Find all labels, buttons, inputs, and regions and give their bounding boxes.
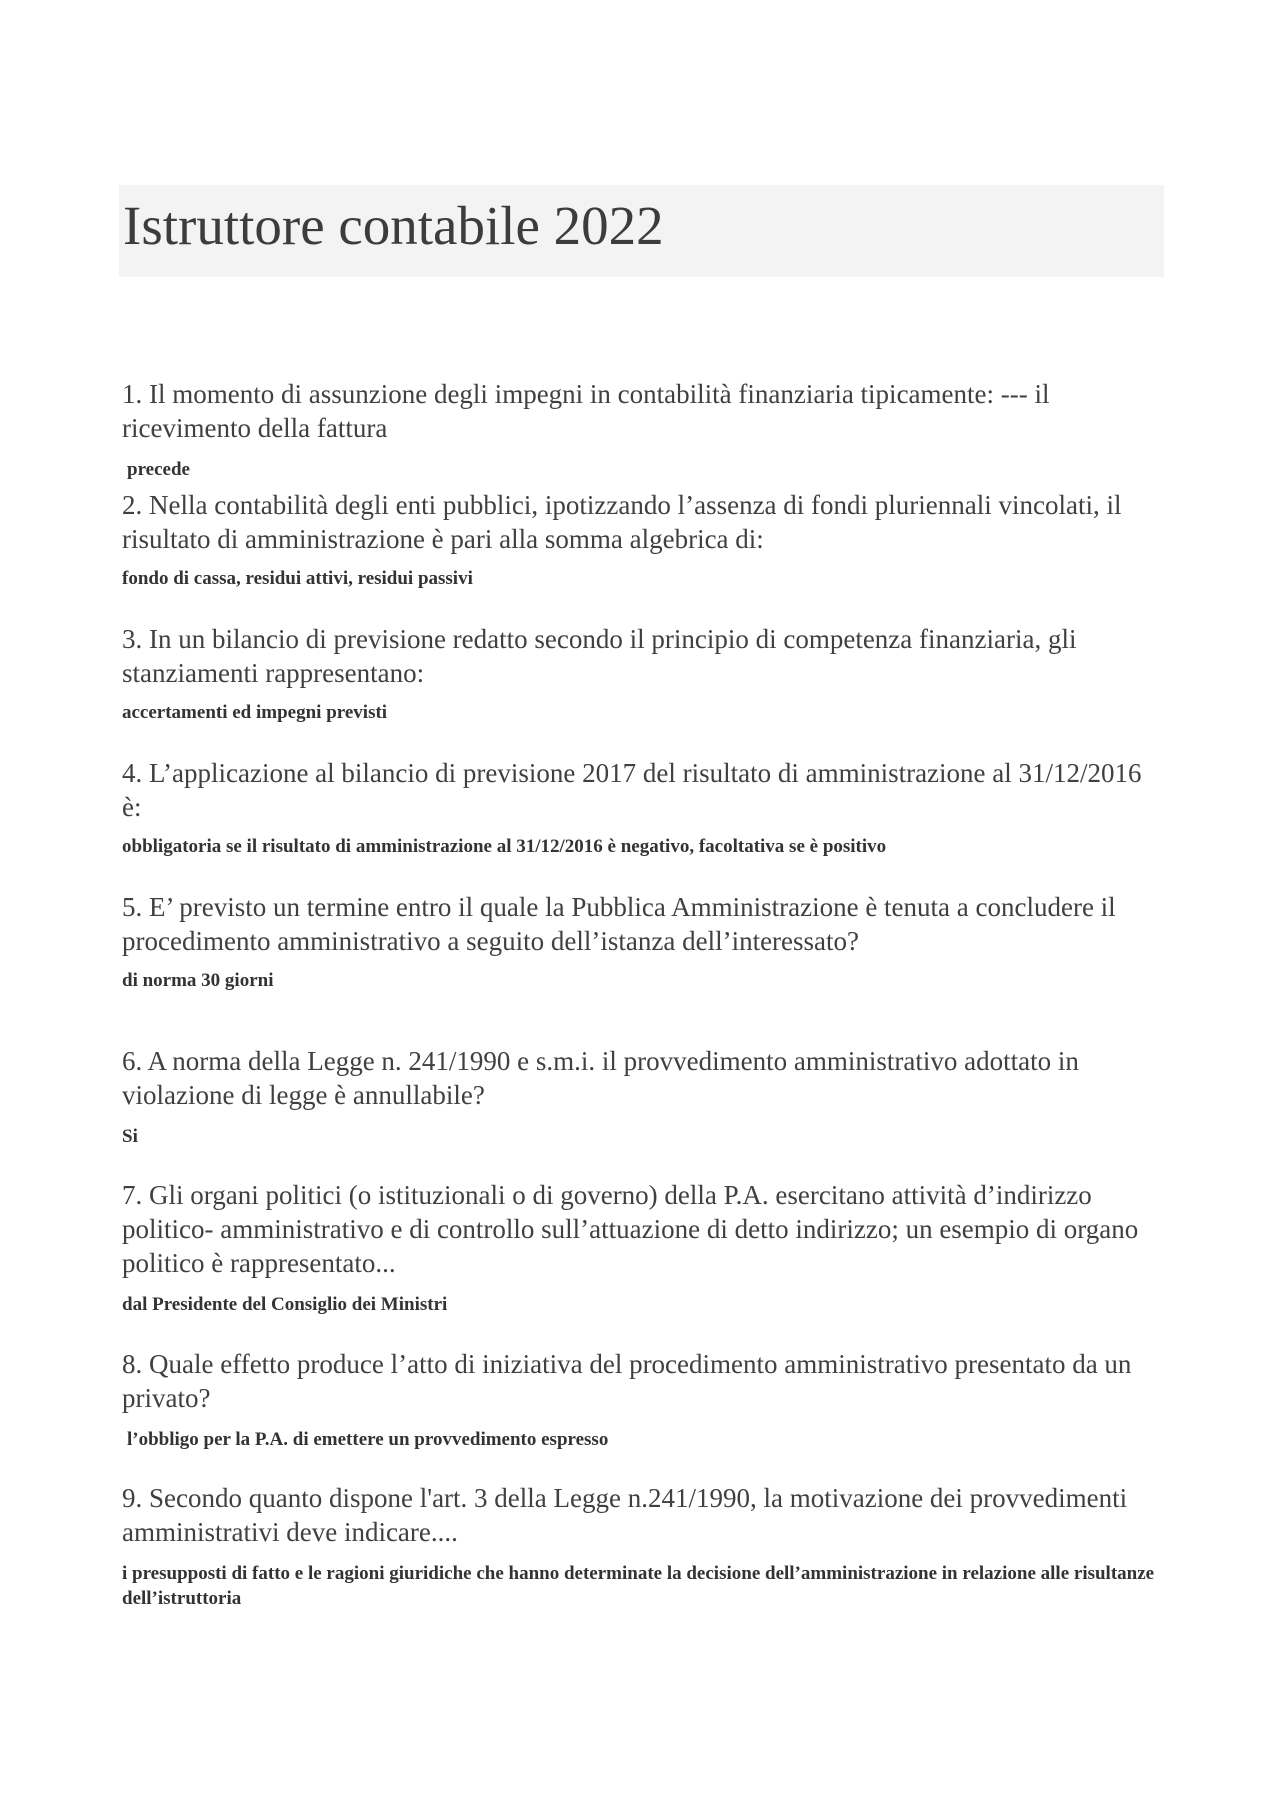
question-block-7	[122, 1178, 1167, 1317]
question-block-4	[122, 756, 1167, 859]
question-text: 1. Il momento di assunzione degli impegni in contabilità finanziaria tipicamente: --- il ricevimento della fattura	[122, 379, 1050, 443]
question-text: 4. L’applicazione al bilancio di previsione 2017 del risultato di amministrazione al 31/12/2016 è:	[122, 758, 1142, 822]
question-block-5	[122, 890, 1167, 993]
question-text: 7. Gli organi politici (o istituzionali o di governo) della P.A. esercitano attività d’indirizzo politico- amministrativo e di controllo sull’attuazione di detto indirizzo; un esempio di organo politico è rappresentato...	[122, 1180, 1139, 1278]
question-text: 3. In un bilancio di previsione redatto secondo il principio di competenza finanziaria, gli stanziamenti rappresentano:	[122, 624, 1077, 688]
question-text: 6. A norma della Legge n. 241/1990 e s.m.i. il provvedimento amministrativo adottato in violazione di legge è annullabile?	[122, 1046, 1079, 1110]
question-text: 2. Nella contabilità degli enti pubblici, ipotizzando l’assenza di fondi pluriennali vincolati, il risultato di amministrazione è pari alla somma algebrica di:	[122, 490, 1122, 554]
question-block-3	[122, 622, 1167, 725]
question-block-1	[122, 377, 1167, 482]
question-text: 8. Quale effetto produce l’atto di iniziativa del procedimento amministrativo presentato da un privato?	[122, 1349, 1132, 1413]
answer-text: i presupposti di fatto e le ragioni giuridiche che hanno determinate la decisione dell’amministrazione in relazione alle risultanze dell’istruttoria	[122, 1563, 1155, 1609]
question-text: 9. Secondo quanto dispone l'art. 3 della Legge n.241/1990, la motivazione dei provvedimenti amministrativi deve indicare....	[122, 1483, 1128, 1547]
question-block-8	[122, 1347, 1167, 1452]
answer-text: accertamenti ed impegni previsti	[122, 702, 388, 723]
question-block-2	[122, 488, 1167, 591]
document-title: Istruttore contabile 2022	[123, 195, 664, 256]
answer-text: precede	[127, 459, 190, 480]
title-banner	[119, 185, 1164, 277]
question-block-6	[122, 1044, 1167, 1149]
answer-text: l’obbligo per la P.A. di emettere un provvedimento espresso	[127, 1429, 609, 1450]
question-block-9	[122, 1481, 1167, 1611]
answer-text: fondo di cassa, residui attivi, residui passivi	[122, 568, 473, 589]
answer-text: obbligatoria se il risultato di amministrazione al 31/12/2016 è negativo, facoltativa se è positivo	[122, 836, 887, 857]
answer-text: di norma 30 giorni	[122, 970, 274, 991]
question-text: 5. E’ previsto un termine entro il quale la Pubblica Amministrazione è tenuta a concludere il procedimento amministrativo a seguito dell’istanza dell’interessato?	[122, 892, 1116, 956]
answer-text: dal Presidente del Consiglio dei Ministri	[122, 1294, 448, 1315]
answer-text: Si	[122, 1126, 138, 1147]
